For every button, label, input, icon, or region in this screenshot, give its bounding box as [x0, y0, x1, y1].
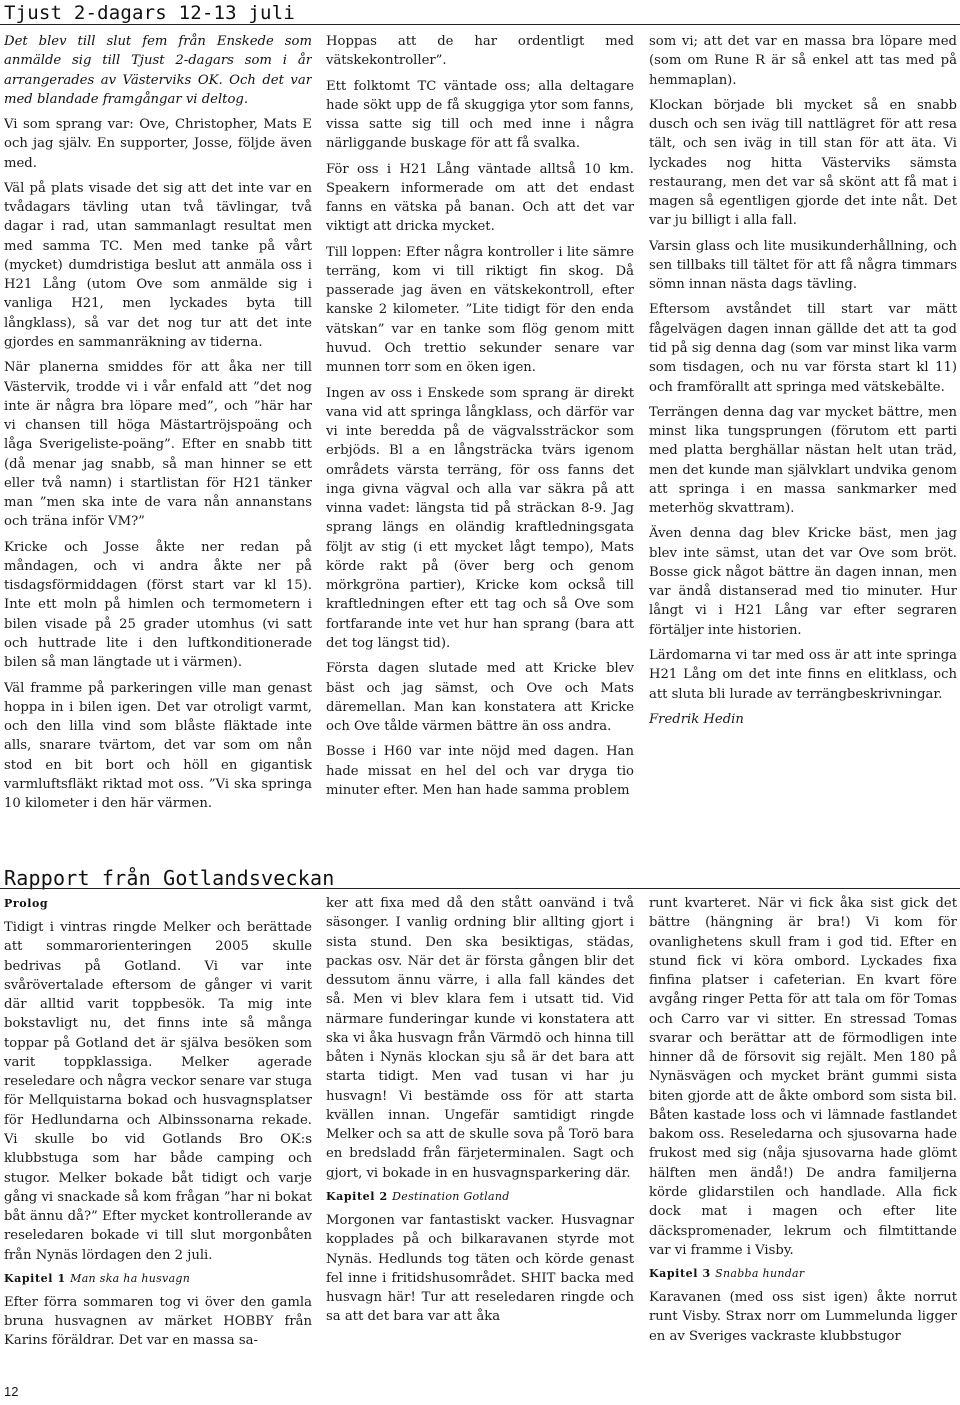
article-title-tjust: Tjust 2-dagars 12-13 juli [4, 2, 295, 24]
paragraph: Vi som sprang var: Ove, Christopher, Mats E och jag själv. En supporter, Josse, följde även med. [4, 117, 312, 171]
author-byline: Fredrik Hedin [649, 711, 744, 727]
paragraph: Terrängen denna dag var mycket bättre, men minst lika tungsprungen (förutom ett parti med platta berghällar nästan helt utan träd, men det kunde man självklart undvika genom att springa i en massa sankmarker med meterhög skvattram). [649, 404, 957, 517]
article-lead: Det blev till slut fem från Enskede som anmälde sig till Tjust 2-dagars som i år arrangerades av Västerviks OK. Och det var med blandade framgångar vi deltog. [4, 34, 312, 107]
chapter-number: Kapitel 2 [326, 1189, 388, 1203]
paragraph: Varsin glass och lite musikunderhållning, och sen tillbaks till tältet för att få några timmars sömn innan nästa dags tävling. [649, 238, 957, 293]
paragraph: runt kvarteret. När vi fick åka sist gick det bättre (hängning är bra!) Vi kom för ovanlighetens skull fram i god tid. Efter en stund fick vi köra ombord. Lyckades fixa finfina platser i cafeterian. En kvart före avgång ringer Petta för att tala om för Tomas och Carro var vi sitter. En stressad Tomas svarar och berättar att de förmodligen inte hinner då de försovit sig rejält. Men 180 på Nynäsvägen och mycket bränt gummi sista biten gjorde att de åkte ombord som sista bil. Båten kastade loss och vi lämnade fastlandet bakom oss. Reseledarna och sjusovarna hade frukost med sig (nåja sjusovarna hade glömt hälften men ändå!) De andra familjerna körde glidarstilen och handlade. Alla fick dock mat i magen och efter lite däckspromenader, lekrum och filmtittande var vi framme i Visby. [649, 896, 957, 1258]
title-rule [0, 24, 960, 25]
chapter-subtitle: Snabba hundar [715, 1267, 805, 1281]
paragraph: Klockan började bli mycket så en snabb dusch och sen iväg till nattlägret för att resa tält, och sen iväg in till stan för att äta. Vi lyckades nog hitta Västerviks sämsta restaurang, men det var så skönt att få mat i magen så egentligen gjorde det inte nåt. Det var ju billigt i alla fall. [649, 97, 957, 229]
paragraph: Bosse i H60 var inte nöjd med dagen. Han hade missat en hel del och var dryga tio minuter efter. Men han hade samma problem [326, 744, 634, 798]
chapter-subtitle: Man ska ha husvagn [70, 1271, 191, 1285]
paragraph: Väl framme på parkeringen ville man genast hoppa in i bilen igen. Det var otroligt varmt, och den lilla vind som blåste fläktade inte alls, snarare tvärtom, det var som om nån stod en bit bort och höll en gigantisk varmluftsfläkt riktad mot oss. ”Vi ska springa 10 kilometer i den här värmen. [4, 680, 312, 812]
gotland-column-1 [4, 894, 312, 1376]
paragraph: Kricke och Josse åkte ner redan på måndagen, och vi andra åkte ner på tisdagsförmiddagen (först start var kl 15). Inte ett moln på himlen och termometern i bilen visade på 25 grader utomhus (vi satt och huttrade lite i den luftkonditionerade bilen så man längtade ut i värmen). [4, 539, 312, 671]
paragraph: Väl på plats visade det sig att det inte var en tvådagars tävling utan två tävlingar, två dagar i rad, utan sammanlagt resultat men med samma TC. Men med tanke på vårt (mycket) dumdristiga beslut att anmäla oss i H21 Lång (utom Ove som anmälde sig i vanliga H21, men lyckades byta till långklass), så var det nog tur att det inte gjordes en sammanräkning av tiderna. [4, 180, 312, 350]
section-heading-chapter-3 [649, 1266, 957, 1282]
paragraph: Hoppas att de har ordentligt med vätskekontroller”. [326, 34, 634, 69]
paragraph: som vi; att det var en massa bra löpare med (som om Rune R är så enkel att tas med på hemmaplan). [649, 34, 957, 88]
chapter-subtitle: Destination Gotland [392, 1189, 510, 1203]
section-heading-chapter-2 [326, 1189, 634, 1205]
paragraph: Ingen av oss i Enskede som sprang är direkt vana vid att springa långklass, och därför var vi inte beredda på de vägvalssträckor som erbjöds. Bl a en långsträcka tvärs igenom områdets värsta terräng, för oss fanns det inga givna vägval och alla var säkra på att vinna vadet: längsta tid på sträckan 8-9. Jag sprang längs en oländig kraftledningsgata följt av stig (i ett mycket lågt tempo), Mats körde rakt på (över berg och genom mörkgröna partier), Kricke kom också till kraftledningen efter ett tag och så Ove som fortfarande inte vet hur han sprang (bara att det tog längst tid). [326, 385, 634, 651]
section-heading-label: Prolog [4, 897, 49, 910]
tjust-column-2 [326, 32, 634, 842]
paragraph: Morgonen var fantastiskt vacker. Husvagnar kopplades på och bilkaravanen styrde mot Nynäs. Hedlunds tog täten och körde genast fel inne i fritidshusområdet. SHIT backa med husvagn här! Tur att reseledaren ringde och sa att det bara var att åka [326, 1213, 634, 1325]
paragraph: Även denna dag blev Kricke bäst, men jag blev inte sämst, utan det var Ove som bröt. Bosse gick något bättre än dagen innan, men var ändå distanserad med tio minuter. Hur långt vi i H21 Lång var efter segraren förtäljer inte historien. [649, 526, 957, 638]
paragraph: När planerna smiddes för att åka ner till Västervik, trodde vi i vår enfald att ”det nog inte är några bra löpare med”, och ”här har vi chansen till höga Mästartröjspoäng och låga Sverigeliste-poäng”. Efter en snabb titt (då menar jag snabb, så man hinner se ett eller två namn) i startlistan för H21 tänker man ”men ska inte de vara nån annanstans och träna inför VM?” [4, 360, 312, 530]
page-number: 12 [4, 1384, 19, 1399]
paragraph: Lärdomarna vi tar med oss är att inte springa H21 Lång om det inte finns en elitklass, och att sluta bli lurade av terrängbeskrivningar. [649, 647, 957, 702]
section-heading-chapter-1 [4, 1271, 312, 1287]
tjust-column-1 [4, 32, 312, 842]
paragraph: Eftersom avståndet till start var mätt fågelvägen dagen innan gällde det att ta god tid på sig denna dag (som var minst lika varm som tisdagen, och nu var första start kl 11) och framförallt att springa med vätskebälte. [649, 302, 957, 395]
tjust-column-3 [649, 32, 957, 842]
gotland-column-3 [649, 894, 957, 1376]
paragraph: För oss i H21 Lång väntade alltså 10 km. Speakern informerade om att det endast fanns en vätska på banan. Och att det var viktigt att dricka mycket. [326, 161, 634, 235]
paragraph: Ett folktomt TC väntade oss; alla deltagare hade sökt upp de få skuggiga ytor som fanns, vissa satte sig till och med inne i några närliggande buskage för att få svalka. [326, 78, 634, 152]
paragraph: Efter förra sommaren tog vi över den gamla bruna husvagnen av märket HOBBY från Karins föräldrar. Det var en massa sa- [4, 1294, 312, 1349]
paragraph: Tidigt i vintras ringde Melker och berättade att sommarorienteringen 2005 skulle bedrivas på Gotland. Vi var inte svårövertalade eftersom de gånger vi varit där alltid varit toppbesök. Ta mig inte bokstavligt nu, det finns inte så många toppar på Gotland det är själva besöken som varit toppklassiga. Melker agerade reseledare och några veckor senare var stuga för Mellquistarna bokad och husvagnsplatser för Hedlundarna och Albinssonarna rekade. Vi skulle bo vid Gotlands Bro OK:s klubbstuga som har både camping och stugor. Melker bokade båt tidigt och varje gång vi snackade så kom frågan ”har ni bokat båt ännu då?” Efter mycket kontrollerande av reseledaren bokade vi till slut morgonbåten från Nynäs lördagen den 2 juli. [4, 920, 312, 1263]
chapter-number: Kapitel 3 [649, 1267, 711, 1281]
paragraph: Karavanen (med oss sist igen) åkte norrut runt Visby. Strax norr om Lummelunda ligger en av Sveriges vackraste klubbstugor [649, 1290, 957, 1344]
title-rule [0, 888, 960, 889]
gotland-column-2 [326, 894, 634, 1376]
article-title-gotland: Rapport från Gotlandsveckan [4, 866, 335, 890]
section-heading-prolog [4, 896, 312, 912]
paragraph: Första dagen slutade med att Kricke blev bäst och jag sämst, och Ove och Mats däremellan. Man kan konstatera att Kricke och Ove tålde värmen bättre än oss andra. [326, 661, 634, 735]
paragraph: Till loppen: Efter några kontroller i lite sämre terräng, kom vi till riktigt fin skog. Då passerade jag även en vätskekontroll, efter kanske 2 kilometer. ”Lite tidigt för den enda vätskan” var en tanke som flög genom mitt huvud. Och trettio sekunder senare var munnen torr som en öken igen. [326, 244, 634, 376]
paragraph: ker att fixa med då den stått oanvänd i två säsonger. I vanlig ordning blir allting gjort i sista stund. Den ska besiktigas, städas, packas osv. När det är första gången blir det dessutom ännu värre, i alla fall kändes det så. Men vi blev klara fem i utsatt tid. Vid närmare funderingar kunde vi konstatera att ska vi åka husvagn från Värmdö och hinna till båten i Nynäs klockan sju så är det bara att starta tidigt. Men vad tusan vi har ju husvagn! Vi bestämde oss för att starta kvällen innan. Ungefär samtidigt ringde Melker och sa att de skulle sova på Torö bara en bredsladd från färjeterminalen. Sagt och gjort, vi bokade in en husvagnsparkering där. [326, 896, 634, 1181]
chapter-number: Kapitel 1 [4, 1271, 66, 1285]
